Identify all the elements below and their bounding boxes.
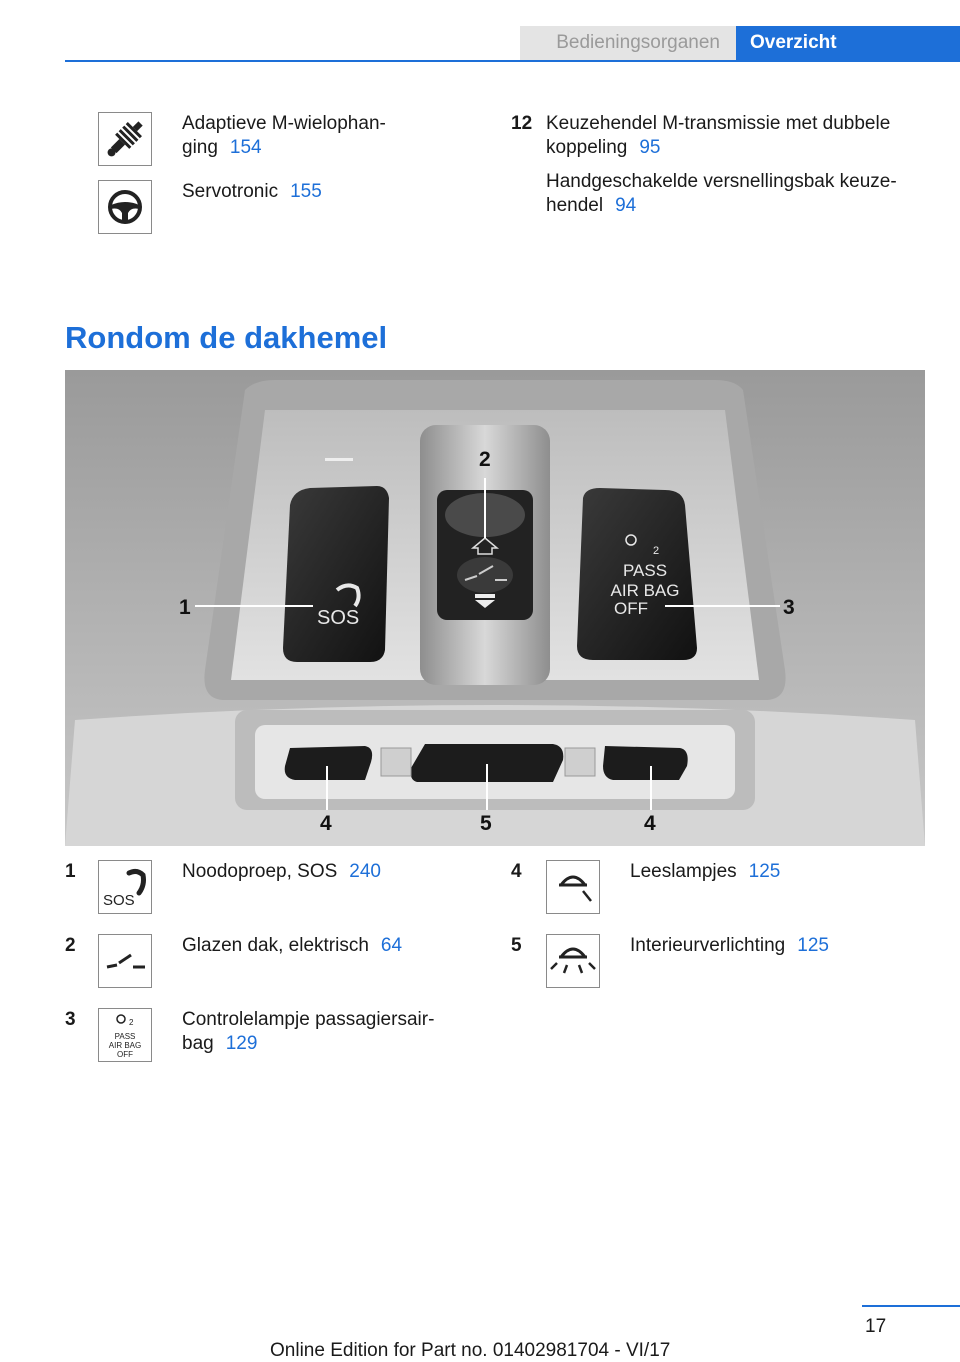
footer-rule (862, 1305, 960, 1307)
legend-number: 2 (65, 935, 76, 956)
passenger-airbag-off-icon (98, 1008, 152, 1062)
interior-light-icon (546, 934, 600, 988)
footer-edition: Online Edition for Part no. 01402981704 - VI/17 (270, 1340, 671, 1361)
page-ref-link[interactable]: 155 (290, 181, 322, 202)
page-ref-link[interactable]: 64 (380, 935, 403, 956)
legend-item-interior-lighting: Interieurverlichting 125 (630, 935, 829, 956)
legend-number: 3 (65, 1009, 76, 1030)
callout-1: 1 (179, 596, 191, 619)
callout-4-left: 4 (320, 812, 332, 835)
item-adaptive-suspension: Adaptieve M-wielophan- ging 154 (182, 113, 386, 158)
item-servotronic: Servotronic 155 (182, 181, 322, 202)
sos-phone-icon (98, 860, 152, 914)
item-number: 12 (511, 113, 533, 134)
airbag-label-sub: 2 (653, 545, 660, 557)
roof-console-photo (65, 370, 925, 846)
legend-number: 1 (65, 861, 76, 882)
svg-text:SOS: SOS (103, 892, 135, 909)
page-ref-link[interactable]: 129 (225, 1033, 258, 1054)
airbag-label-off: OFF (614, 599, 648, 618)
legend-item-airbag-indicator: Controlelampje passagiersair- bag 129 (182, 1009, 435, 1054)
header-chapter-tab[interactable]: Overzicht (736, 26, 960, 60)
page-ref-link[interactable]: 95 (639, 137, 661, 158)
airbag-label-pass: PASS (622, 561, 668, 580)
legend-number: 4 (511, 861, 522, 882)
callout-4-right: 4 (644, 812, 656, 835)
section-title: Rondom de dakhemel (65, 320, 388, 355)
header-rule (65, 60, 960, 62)
page-ref-link[interactable]: 125 (748, 861, 781, 882)
callout-3: 3 (783, 596, 795, 619)
sos-label: SOS (317, 607, 360, 629)
svg-text:2: 2 (129, 1018, 134, 1027)
page-ref-link[interactable]: 240 (349, 861, 381, 882)
airbag-label-airbag: AIR BAG (610, 581, 680, 600)
callout-5: 5 (480, 812, 492, 835)
page-ref-link[interactable]: 125 (797, 935, 829, 956)
legend-item-reading-lights: Leeslampjes 125 (630, 861, 781, 882)
reading-light-icon (546, 860, 600, 914)
svg-text:AIR BAG: AIR BAG (108, 1041, 142, 1050)
page-ref-link[interactable]: 154 (229, 137, 262, 158)
sunroof-icon (98, 934, 152, 988)
svg-text:PASS: PASS (114, 1032, 136, 1041)
page-number: 17 (865, 1316, 887, 1337)
steering-wheel-icon (98, 180, 152, 234)
page-ref-link[interactable]: 94 (615, 195, 637, 216)
legend-number: 5 (511, 935, 522, 956)
callout-2: 2 (479, 448, 491, 471)
legend-item-sos: Noodoproep, SOS 240 (182, 861, 381, 882)
svg-text:OFF: OFF (117, 1050, 133, 1059)
header-section-label: Bedieningsorganen (520, 26, 736, 60)
shock-absorber-icon (98, 112, 152, 166)
legend-item-sunroof: Glazen dak, elektrisch 64 (182, 935, 403, 956)
item-gear-selector: Keuzehendel M-transmissie met dubbele koppeling 95 Handgeschakelde versnellingsbak keuze- hendel 94 (546, 113, 897, 216)
